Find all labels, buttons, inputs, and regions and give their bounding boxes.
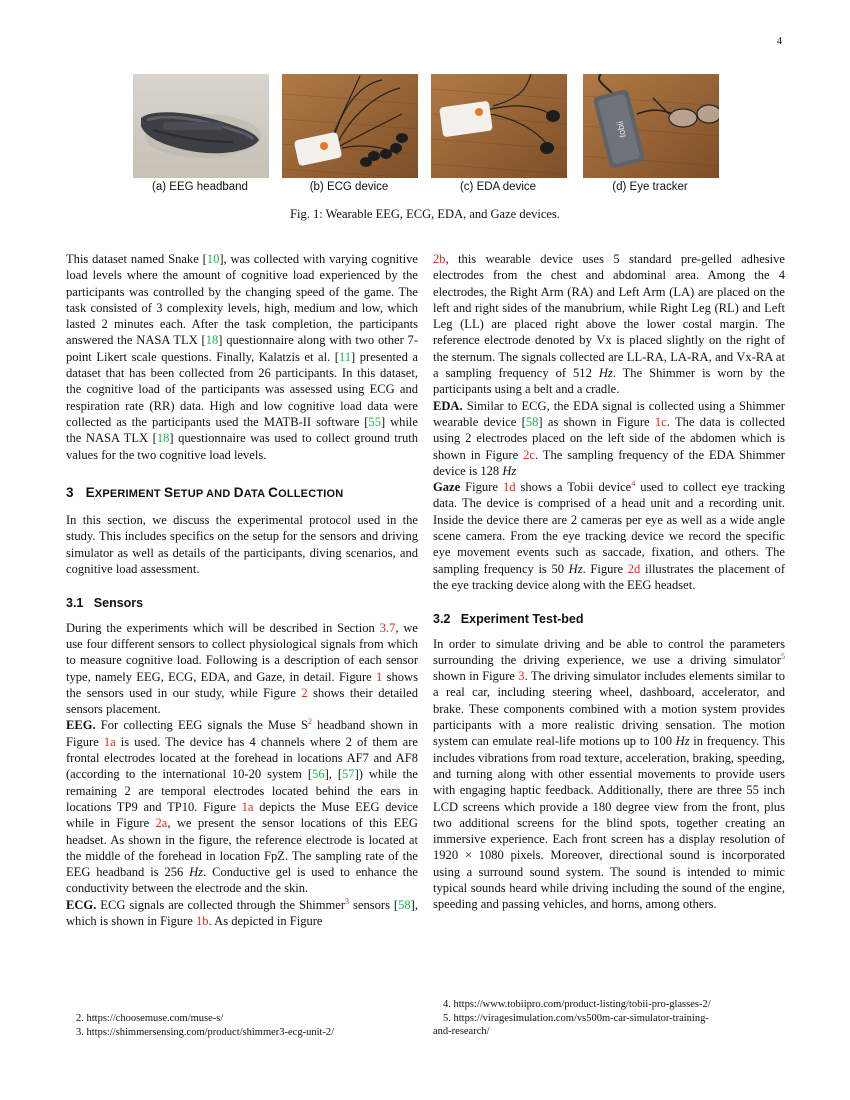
paragraph-gaze: Gaze Figure 1d shows a Tobii device$^4$ used to collect eye tracking data. The device is comprised of a head unit and a recording unit. Inside the device there are 2 cameras per eye as well as a wide angle scene camera. From the eye tracking device we record the specific eye movement events such as saccade, fixation, and others. The sampling frequency is 50 Hz. Figure 2d illustrates the placement of the eye tracking device along with the EEG headset. <box>433 479 786 592</box>
paragraph-ecg: ECG. ECG signals are collected through the Shimmer$^3$ sensors [58], which is shown in Figure 1b. As depicted in Figure <box>66 896 418 928</box>
paragraph-section-intro: In this section, we discuss the experimental protocol used in the study. This includes specifics on the setup for the sensors and driving simulator as well as details of the participants, diving scenarios, and cognitive load assessment. <box>66 513 418 577</box>
figure-link[interactable]: 1 <box>376 669 383 684</box>
section-link[interactable]: 3.7 <box>379 620 396 635</box>
figure-link[interactable]: 2d <box>627 561 641 576</box>
footnote-mark[interactable]: 2 <box>307 717 312 727</box>
paragraph-snake-dataset: This dataset named Snake [10], was collected with varying cognitive load levels where the amount of cognitive load experienced by the participants was controlled by the changing speed of the game. The task consisted of 3 complexity levels, high, medium and low, which lasted 2 minutes each. After the task completion, the participants answered the NASA TLX [18] questionnaire along with two other 7-point Likert scale questions. Finally, Kalatzis et al. [11] presented a dataset that has been collected from 26 participants. In this dataset, the cognitive load of the participants was assessed using ECG and respiration rate (RR) data. High and low cognitive load data were collected as the participants used the MATB-II software [55] while the NASA TLX [18] questionnaire was used to collect ground truth values for the two cognitive load levels. <box>66 252 418 462</box>
right-column <box>433 251 785 913</box>
page-number: 4 <box>776 36 782 47</box>
figure-link[interactable]: 3 <box>518 669 525 684</box>
citation-link[interactable]: 11 <box>338 349 352 364</box>
footnote-5-continued[interactable]: and-research/ <box>433 1026 490 1037</box>
figure-link[interactable]: 1b <box>196 913 209 928</box>
subcaption-b: (b) ECG device <box>309 181 389 193</box>
ecg-device-image <box>282 74 418 178</box>
citation-link[interactable]: 55 <box>368 414 381 429</box>
paragraph-eda: EDA. Similar to ECG, the EDA signal is collected using a Shimmer wearable device [58] as shown in Figure 1c. The data is collected using 2 electrodes placed on the left side of the abdomen which is shown in Figure 2c. The sampling frequency of the EDA Shimmer device is 128 Hz <box>433 398 785 478</box>
left-column <box>66 251 418 929</box>
eeg-headband-image <box>133 74 269 178</box>
section-heading-3: 3 EXPERIMENT SETUP AND DATA COLLECTION <box>66 484 344 500</box>
figure-link[interactable]: 2c <box>523 447 535 462</box>
citation-link[interactable]: 56 <box>312 767 325 782</box>
citation-link[interactable]: 18 <box>205 333 219 348</box>
footnote-4[interactable]: 4. https://www.tobiipro.com/product-listing/tobii-pro-glasses-2/ <box>443 999 711 1010</box>
left-footnotes <box>76 1012 416 1039</box>
figure-link[interactable]: 1a <box>241 799 254 814</box>
ecg-device-photo <box>282 74 418 178</box>
paragraph-ecg-cont: 2b, this wearable device uses 5 standard pre-gelled adhesive electrodes from the chest and abdominal area. Among the 4 electrodes, the Right Arm (RA) and Left Arm (LA) are placed on the left and right sides of the manubrium, while Right Leg (RL) and Left Leg (LL) are placed right above the lower costal margin. The reference electrode denoted by Vx is placed slightly on the right of the sternum. The signals collected are LL-RA, LA-RA, and Vx-RA at a sampling frequency of 512 Hz. The Shimmer is worn by the participants using a belt and a cradle. <box>433 252 785 397</box>
tobii-label: tobii <box>614 120 628 139</box>
footnote-mark[interactable]: 5 <box>781 651 785 661</box>
figure-1 <box>133 74 719 178</box>
paragraph-eeg: EEG. For collecting EEG signals the Muse S$^2$ headband shown in Figure 1a is used. The device has 4 channels where 2 of them are frontal electrodes located at the forehead in locations AF7 and AF8 (according to the international 10-20 system [56], [57]) while the remaining 2 are temporal electrodes located behind the ears in locations TP9 and TP10. Figure 1a depicts the Muse EEG device while in Figure 2a, we present the sensor locations of this EEG headset. As shown in the figure, the reference electrode is located at the middle of the forehead in location FpZ. The sampling rate of the EEG headband is 256 Hz. Conductive gel is used to enhance the conductivity between the electrode and the skin. <box>66 717 419 896</box>
eye-tracker-image <box>583 74 719 178</box>
figure-caption: Fig. 1: Wearable EEG, ECG, EDA, and Gaze devices. <box>290 207 560 221</box>
eda-device-image <box>431 74 567 178</box>
eda-device-photo <box>431 74 567 178</box>
figure-link[interactable]: 2 <box>301 685 308 700</box>
citation-link[interactable]: 10 <box>206 252 220 266</box>
citation-link[interactable]: 18 <box>156 431 170 446</box>
eye-tracker-photo <box>583 74 719 178</box>
citation-link[interactable]: 58 <box>398 897 411 912</box>
subsection-heading-3-1: 3.1 Sensors <box>66 596 144 611</box>
right-footnotes <box>433 998 783 1039</box>
footnote-mark[interactable]: 3 <box>345 896 350 906</box>
subcaption-c: (c) EDA device <box>459 181 537 193</box>
figure-link[interactable]: 1d <box>502 480 516 495</box>
figure-link[interactable]: 2b <box>433 252 446 266</box>
subsection-heading-3-2: 3.2 Experiment Test-bed <box>433 612 584 627</box>
footnote-3[interactable]: 3. https://shimmersensing.com/product/shimmer3-ecg-unit-2/ <box>76 1026 335 1038</box>
footnote-2[interactable]: 2. https://choosemuse.com/muse-s/ <box>76 1013 224 1024</box>
subcaption-a: (a) EEG headband <box>152 181 248 193</box>
subcaption-d: (d) Eye tracker <box>612 181 688 193</box>
figure-link[interactable]: 1c <box>654 414 667 429</box>
citation-link[interactable]: 58 <box>525 414 539 429</box>
figure-link[interactable]: 1a <box>103 734 116 749</box>
footnote-mark[interactable]: 4 <box>631 479 636 489</box>
footnote-5[interactable]: 5. https://viragesimulation.com/vs500m-car-simulator-training- <box>443 1012 709 1024</box>
paragraph-testbed: In order to simulate driving and be able to control the parameters surrounding the driving experience, we use a driving simulator$^5$ shown in Figure 3. The driving simulator includes elements similar to a real car, including steering wheel, dashboard, accelerator, and brake. These components combined with a motion system provides participants with a more realistic driving sensation. The motion system can emulate real-life motions up to 100 Hz in frequency. This includes vibrations from road texture, acceleration, braking, speeding, and turning along with other essential movements to provide users with engaging haptic feedback. Additionally, there are three 55 inch LCD screens which provide a 180 degree view from the front, plus two additional screens for the blind spots, together creating an immersive experience. Each front screen has a display resolution of 1920 × 1080 pixels. Moreover, directional sound is incorporated using a surround sound system. The sound is intended to mimic typical sounds heard while driving including the sound of the engine, speeding and passing vehicles, and horns, among others. <box>433 636 785 912</box>
citation-link[interactable]: 57 <box>342 767 355 782</box>
paragraph-sensors-intro: During the experiments which will be described in Section 3.7, we use four different sensors to collect physiological signals from which to measure cognitive load. Following is a description of each sensor type, namely EEG, ECG, EDA, and Gaze, in detail. Figure 1 shows the sensors used in our study, while Figure 2 shows their detailed sensors placement. <box>66 620 418 717</box>
eeg-headband-photo <box>133 74 269 178</box>
figure-link[interactable]: 2a <box>155 816 168 831</box>
